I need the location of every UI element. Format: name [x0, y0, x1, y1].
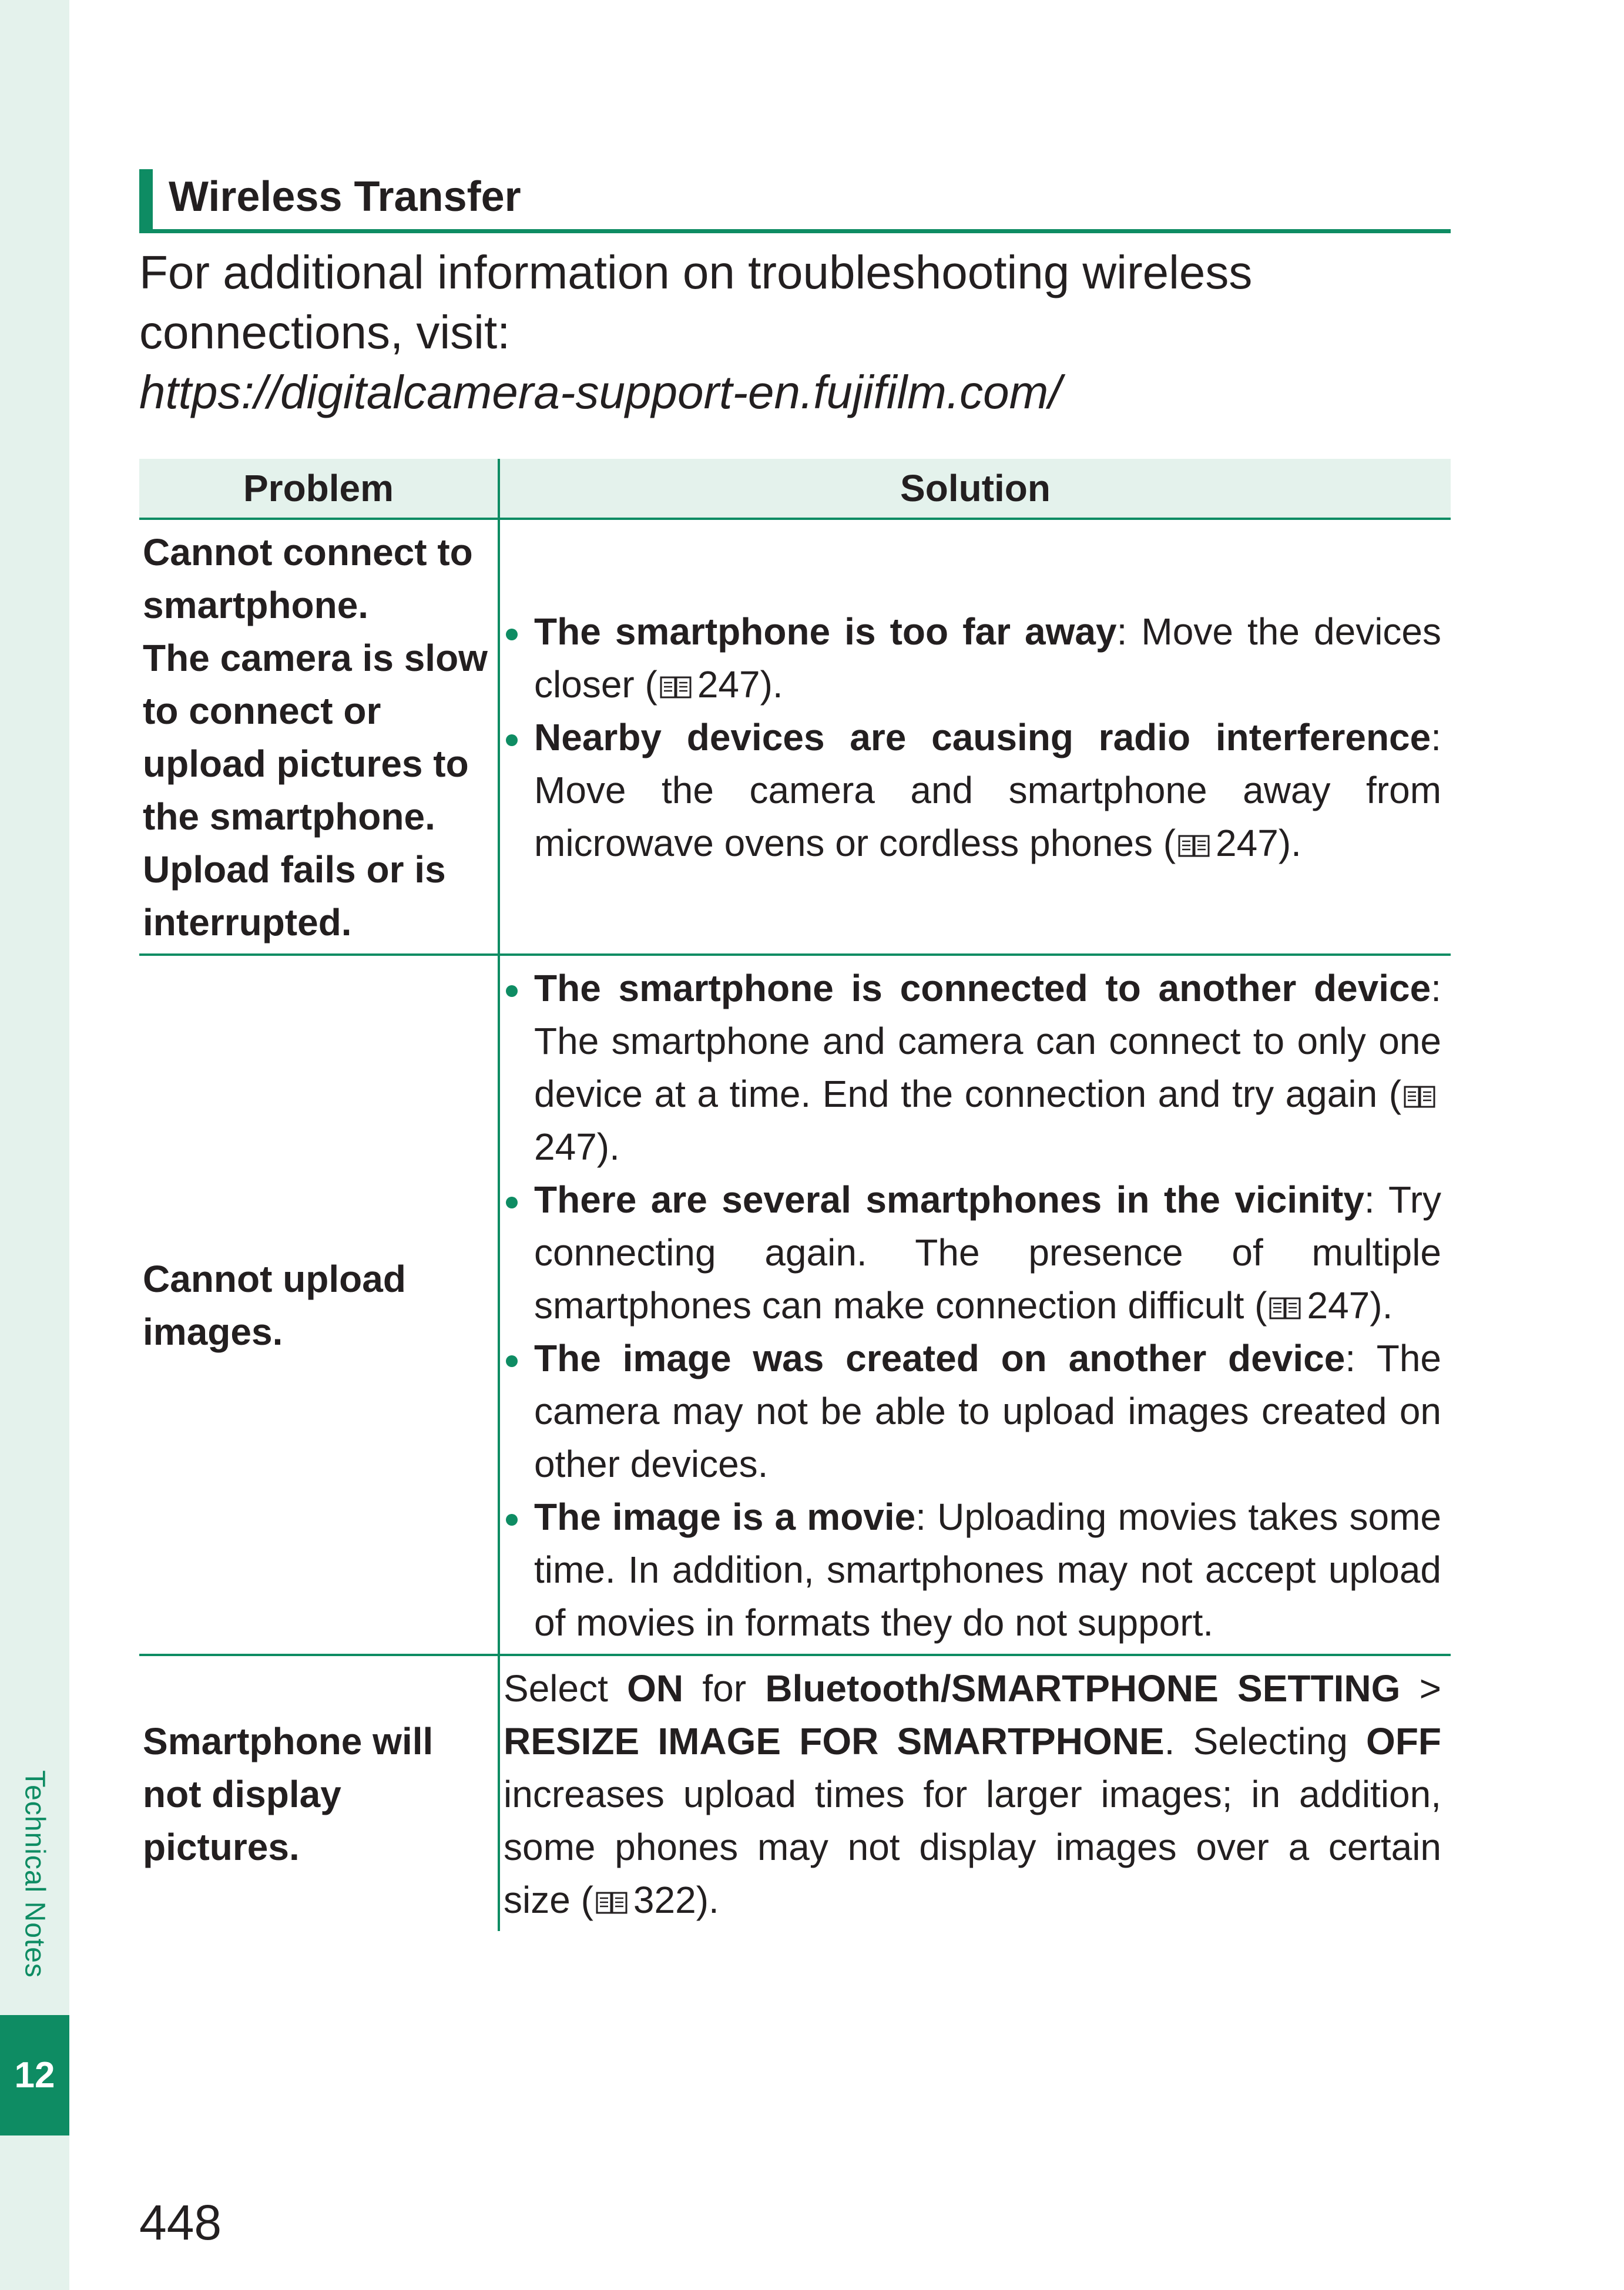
section-title: Wireless Transfer — [169, 173, 521, 220]
book-reference-icon — [660, 676, 692, 699]
problem-cell: Cannot upload images. — [139, 955, 499, 1655]
table-row — [139, 519, 1451, 955]
problem-cell: Cannot connect to smartphone. The camera is slow to connect or upload pictures to the smartphone. Upload fails or is interrupted. — [139, 519, 499, 955]
solution-text: Select — [504, 1667, 628, 1710]
section-heading — [139, 166, 1451, 233]
book-reference-icon — [1269, 1297, 1301, 1320]
solution-text: . Selecting — [1164, 1720, 1367, 1762]
bullet-text: : Move the camera and smartphone away from microwave ovens or cordless phones ( — [534, 716, 1441, 864]
chapter-tab: 12 — [0, 2015, 69, 2135]
troubleshooting-table — [139, 459, 1451, 1931]
header-problem: Problem — [139, 459, 499, 519]
book-reference-icon — [1404, 1085, 1435, 1109]
solution-text: increases upload times for larger images; in addition, some phones may not display images over a certain size ( — [504, 1773, 1441, 1921]
bullet-text: : Uploading movies takes some time. In addition, smartphones may not accept upload of movies in formats they do not support. — [534, 1496, 1441, 1644]
bullet-text: : The camera may not be able to upload images created on other devices. — [534, 1337, 1442, 1485]
solution-text: for — [683, 1667, 766, 1710]
page-content — [139, 166, 1451, 1931]
bullet-end: ). — [1370, 1284, 1393, 1327]
solution-bullet-item — [504, 962, 1441, 1173]
table-header-row — [139, 459, 1451, 519]
bullet-term: The smartphone is connected to another device — [534, 967, 1431, 1009]
page-number: 448 — [139, 2195, 222, 2250]
intro-text: For additional information on troubleshooting wireless connections, visit: — [139, 246, 1253, 358]
solution-bullet-item — [504, 1173, 1441, 1332]
bullet-end: ). — [596, 1126, 620, 1168]
support-url[interactable]: https://digitalcamera-support-en.fujifilm.com/ — [139, 366, 1062, 418]
bullet-text: : Try connecting again. The presence of multiple smartphones can make connection difficult ( — [534, 1178, 1442, 1327]
solution-bullet-item — [504, 1490, 1441, 1649]
bullet-end: ). — [1278, 822, 1301, 864]
solution-bullet-item — [504, 605, 1441, 711]
page-reference: 247 — [534, 1126, 597, 1168]
bullet-term: The image is a movie — [534, 1496, 916, 1538]
solution-text: ). — [696, 1879, 719, 1921]
menu-option-on: ON — [627, 1667, 684, 1710]
bullet-end: ). — [760, 663, 783, 706]
bullet-term: The smartphone is too far away — [534, 610, 1117, 653]
heading-accent-bar — [139, 169, 153, 233]
solution-bullet-list — [504, 962, 1441, 1649]
solution-bullet-list — [504, 605, 1441, 869]
menu-option-off: OFF — [1366, 1720, 1442, 1762]
solution-bullet-item — [504, 711, 1441, 869]
intro-paragraph — [139, 243, 1451, 422]
bullet-term: Nearby devices are causing radio interference — [534, 716, 1431, 758]
menu-item-resize-image: RESIZE IMAGE FOR SMARTPHONE — [504, 1720, 1165, 1762]
bullet-text: : Move the devices closer ( — [534, 610, 1442, 706]
book-reference-icon — [596, 1891, 628, 1915]
bullet-text: : The smartphone and camera can connect to only one device at a time. End the connection and try again ( — [534, 967, 1441, 1115]
menu-item-bluetooth-smartphone-setting: Bluetooth/SMARTPHONE SETTING — [765, 1667, 1401, 1710]
solution-cell — [499, 1655, 1451, 1931]
page-reference: 247 — [697, 663, 760, 706]
book-reference-icon — [1178, 834, 1210, 858]
solution-cell — [499, 955, 1451, 1655]
table-row — [139, 955, 1451, 1655]
header-solution: Solution — [499, 459, 1451, 519]
bullet-term: There are several smartphones in the vicinity — [534, 1178, 1364, 1221]
problem-cell: Smartphone will not display pictures. — [139, 1655, 499, 1931]
solution-cell — [499, 519, 1451, 955]
bullet-term: The image was created on another device — [534, 1337, 1345, 1379]
solution-text: > — [1400, 1667, 1442, 1710]
page-reference: 247 — [1307, 1284, 1370, 1327]
page-reference: 322 — [633, 1879, 696, 1921]
chapter-side-label: Technical Notes — [19, 1770, 51, 1978]
page-reference: 247 — [1216, 822, 1279, 864]
table-row — [139, 1655, 1451, 1931]
table-body — [139, 519, 1451, 1931]
solution-bullet-item — [504, 1332, 1441, 1490]
